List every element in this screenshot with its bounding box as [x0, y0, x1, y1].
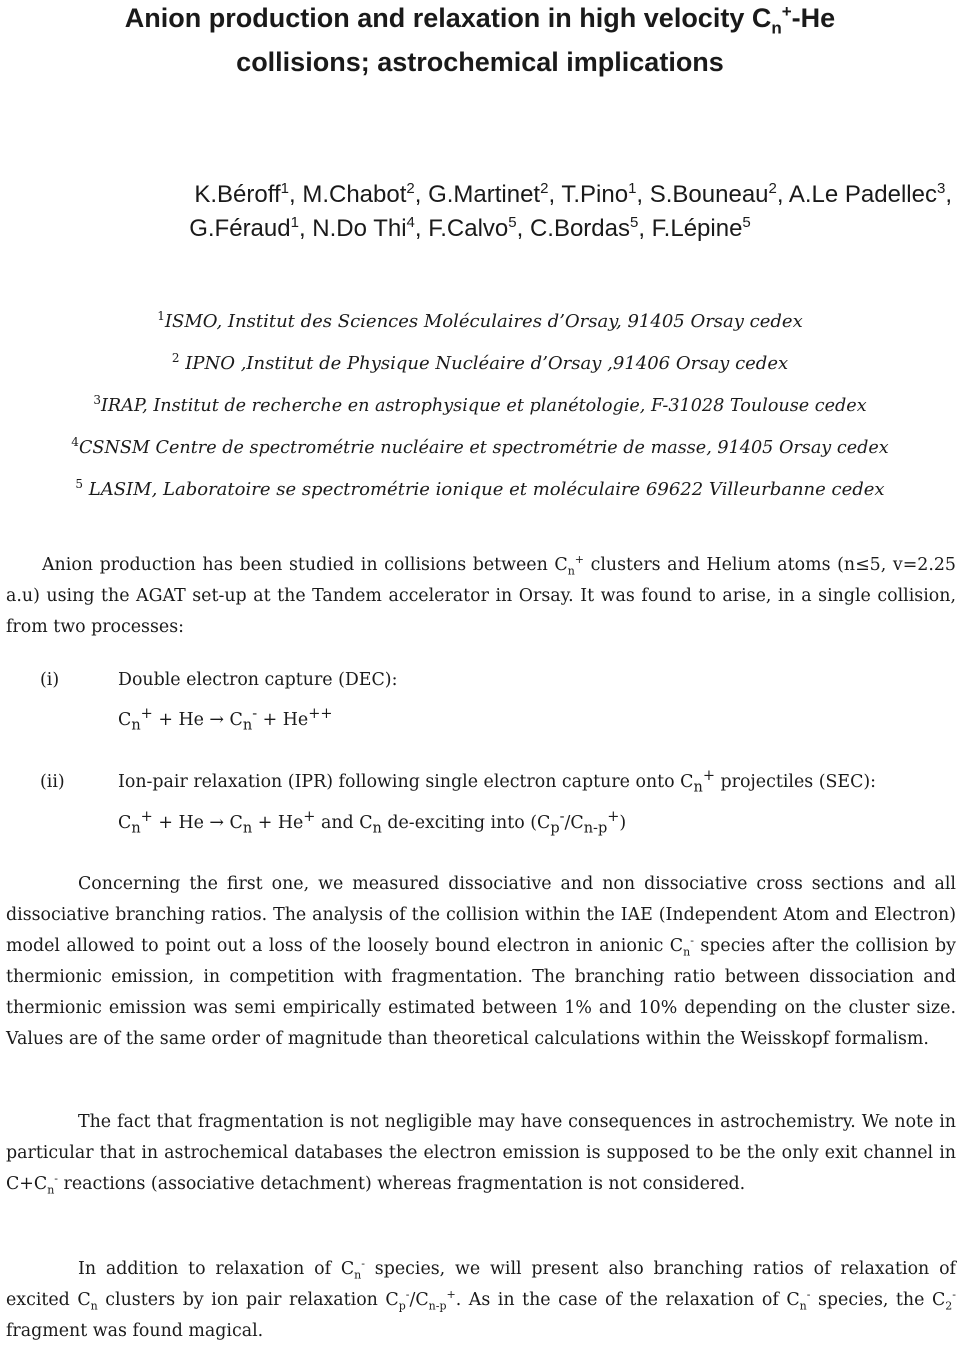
sup-minus: - — [361, 1257, 365, 1271]
affiliation-1 — [0, 310, 960, 334]
text: clusters and Helium atoms (n≤5, v=2.25 a.u) using the AGAT set-up at the Tandem accelerator in Orsay. It was found to arise, in a single collision, from two processes: — [6, 555, 956, 637]
affiliation-text: ISMO, Institut des Sciences Moléculaires d’Orsay, 91405 Orsay cedex — [164, 311, 803, 332]
sub-p: p — [398, 1299, 406, 1313]
sup-minus: - — [690, 934, 694, 948]
sub-n: n — [242, 717, 253, 734]
process-i-title: Double electron capture (DEC): — [118, 670, 398, 690]
affiliation-2 — [0, 352, 960, 376]
sup-plus: + — [140, 809, 153, 826]
affiliation-3 — [0, 394, 960, 418]
sub-n: n — [683, 945, 691, 959]
text: + He — [252, 813, 304, 833]
fragmentation-paragraph — [6, 1107, 956, 1200]
sub-n: n — [47, 1183, 55, 1197]
title-text-line2: collisions; astrochemical implications — [236, 47, 724, 77]
sup-plus: + — [702, 768, 715, 785]
sub-n: n — [799, 1299, 807, 1313]
sup-minus: - — [405, 1288, 410, 1302]
sup-plus: + — [303, 809, 316, 826]
text: clusters by ion pair relaxation C — [97, 1290, 399, 1310]
text: Concerning the first one, we measured dissociative and non dissociative cross sections and all dissociative branching ratios. The analysis of the collision within the IAE (Independent Atom and Electron) model allowed to point out a loss of the loosely bound electron in anionic C — [6, 874, 956, 956]
author-name: G.Féraud — [189, 215, 291, 242]
author-line-1 — [52, 181, 952, 209]
title-sup-plus: + — [781, 2, 792, 21]
sub-n: n — [693, 779, 703, 796]
affiliation-number: 3 — [93, 393, 101, 408]
affiliation-text: IPNO ,Institut de Physique Nucléaire d’Orsay ,91406 Orsay cedex — [179, 353, 789, 374]
affiliation-5 — [0, 478, 960, 502]
affiliation-text: CSNSM Centre de spectrométrie nucléaire et spectrométrie de masse, 91405 Orsay cedex — [78, 438, 889, 458]
text: de-exciting into (C — [381, 813, 551, 833]
author-name: , G.Martinet — [414, 181, 541, 208]
text: /C — [409, 1290, 429, 1310]
text: fragment was found magical. — [6, 1321, 264, 1341]
title-text: Anion production and relaxation in high velocity C — [124, 3, 772, 33]
dec-paragraph — [6, 869, 956, 1055]
text: ) — [619, 813, 627, 833]
author-name: , F.Lépine — [638, 215, 743, 242]
affiliation-number: 5 — [75, 477, 84, 491]
text: species, we will present also branching ratios of relaxation of excited C — [6, 1259, 956, 1310]
author-affiliation-mark: 1 — [290, 214, 299, 231]
text: In addition to relaxation of C — [78, 1259, 355, 1279]
author-name: , A.Le Padellec — [776, 181, 937, 208]
author-affiliation-mark: 4 — [406, 214, 415, 231]
author-affiliation-mark: 2 — [406, 180, 415, 197]
sub-n: n — [90, 1299, 98, 1313]
sup-plus: + — [607, 809, 620, 826]
affiliation-number: 4 — [71, 435, 79, 450]
text: + He — [257, 710, 309, 730]
sup-minus: - — [252, 706, 258, 723]
intro-paragraph — [6, 550, 956, 643]
sub-n: n — [131, 717, 141, 734]
text: projectiles (SEC): — [714, 772, 877, 792]
author-affiliation-mark: 2 — [768, 180, 777, 197]
text: Anion production has been studied in collisions between C — [42, 555, 568, 575]
author-name: , F.Calvo — [414, 215, 509, 242]
sub-n: n — [242, 820, 253, 837]
author-affiliation-mark: 1 — [280, 180, 289, 197]
text: species, the C — [810, 1290, 946, 1310]
author-name: , S.Bouneau — [636, 181, 769, 208]
author-name: , T.Pino — [548, 181, 629, 208]
text: . As in the case of the relaxation of C — [455, 1290, 800, 1310]
text: Ion-pair relaxation (IPR) following single electron capture onto C — [118, 772, 694, 792]
paper-title-line2 — [0, 47, 960, 77]
author-name: , C.Bordas — [516, 215, 630, 242]
text: + He → C — [152, 813, 243, 833]
sup-plus: + — [140, 706, 153, 723]
title-text-he: -He — [791, 3, 836, 33]
process-ii-label: (ii) — [40, 772, 65, 792]
paper-title-line1 — [0, 2, 960, 38]
text: species after the collision by thermionic emission, in competition with fragmentation. The branching ratio between dissociation and thermionic emission was semi empirically estimated between 1% and 10% depending on the cluster size. Values are of the same order of magnitude than theoretical calculations within the Weisskopf formalism. — [6, 936, 956, 1049]
affiliation-4 — [0, 436, 960, 460]
affiliation-number: 2 — [171, 351, 180, 365]
affiliation-text: LASIM, Laboratoire se spectrométrie ionique et moléculaire 69622 Villeurbanne cedex — [83, 479, 885, 500]
sup-plus: + — [574, 553, 585, 567]
text: C — [118, 710, 132, 730]
process-i-label: (i) — [40, 670, 60, 690]
sup-minus: - — [806, 1288, 811, 1302]
sub-n: n — [131, 820, 141, 837]
process-ii-title — [118, 767, 876, 797]
author-affiliation-mark: 5 — [508, 214, 517, 231]
sup-minus: - — [952, 1288, 956, 1302]
sub-n: n — [567, 564, 575, 578]
author-affiliation-mark: 5 — [742, 214, 751, 231]
text: + He → C — [152, 710, 243, 730]
title-sub-n: n — [771, 18, 782, 38]
affiliation-number: 1 — [157, 309, 165, 323]
author-affiliation-mark: 1 — [628, 180, 637, 197]
author-name: , N.Do Thi — [298, 215, 407, 242]
author-affiliation-mark: 2 — [540, 180, 549, 197]
sub-n: n — [372, 820, 382, 837]
text: /C — [564, 813, 584, 833]
sup-plus: + — [446, 1288, 456, 1302]
process-ii-equation — [118, 808, 626, 838]
sub-n-p: n-p — [583, 820, 608, 837]
sub-2: 2 — [945, 1299, 953, 1313]
text: reactions (associative detachment) whereas fragmentation is not considered. — [58, 1174, 746, 1194]
author-name: , M.Chabot — [289, 181, 407, 208]
text: The fact that fragmentation is not negligible may have consequences in astrochemistry. We note in particular that in astrochemical databases the electron emission is supposed to be the only exit channel in C+C — [6, 1112, 956, 1194]
process-i-equation — [118, 705, 333, 735]
text: and C — [315, 813, 373, 833]
sup-minus: - — [54, 1172, 58, 1186]
author-line-2 — [0, 215, 960, 243]
ipr-paragraph — [6, 1254, 956, 1347]
author-separator: , — [945, 181, 952, 208]
sup-double-plus: ++ — [308, 706, 333, 723]
sup-minus: - — [559, 809, 565, 826]
affiliation-text: IRAP, Institut de recherche en astrophysique et planétologie, F-31028 Toulouse cedex — [100, 396, 867, 416]
author-name: K.Béroff — [194, 181, 281, 208]
text: C — [118, 813, 132, 833]
sub-n: n — [354, 1268, 362, 1282]
sub-n-p: n-p — [428, 1299, 447, 1313]
author-affiliation-mark: 5 — [630, 214, 639, 231]
sub-p: p — [550, 820, 560, 837]
author-affiliation-mark: 3 — [936, 180, 946, 197]
